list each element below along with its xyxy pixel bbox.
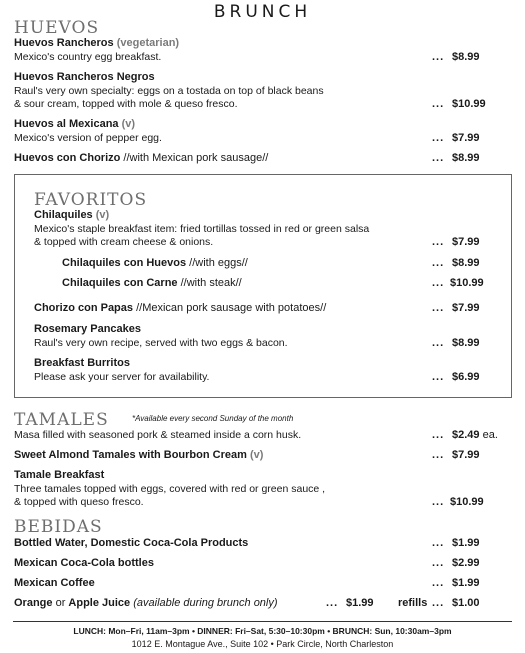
item-name: Huevos al Mexicana xyxy=(14,118,119,130)
price-unit: ea. xyxy=(482,429,498,441)
footer-address: 1012 E. Montague Ave., Suite 102 • Park Circle, North Charleston xyxy=(131,639,394,649)
item-price: $10.99 xyxy=(452,98,486,110)
item-name: Rosemary Pancakes xyxy=(34,323,142,335)
leader-dots: ... xyxy=(326,597,339,609)
refills-label xyxy=(398,597,427,610)
item-price: $8.99 xyxy=(452,51,480,63)
leader-dots: ... xyxy=(432,51,445,63)
leader-dots: ... xyxy=(432,302,445,314)
item-price: $10.99 xyxy=(450,496,484,508)
leader-dots: ... xyxy=(432,337,445,349)
item-note: (available during brunch only) xyxy=(130,597,278,609)
item-note: //with Mexican pork sausage// xyxy=(120,152,269,164)
section-heading-favoritos: FAVORITOS xyxy=(34,190,148,210)
item-price: $1.99 xyxy=(346,597,374,609)
menu-item-name xyxy=(14,118,135,131)
section-heading-huevos: HUEVOS xyxy=(14,18,100,38)
vegetarian-tag: (vegetarian) xyxy=(116,37,180,49)
vegetarian-tag: (v) xyxy=(95,209,110,221)
item-name: Bottled Water, Domestic Coca-Cola Products xyxy=(14,537,249,549)
menu-item-name xyxy=(62,277,242,290)
item-name: Breakfast Burritos xyxy=(34,357,130,369)
item-description: Masa filled with seasoned pork & steamed inside a corn husk. xyxy=(14,429,302,441)
item-description: & topped with queso fresco. xyxy=(14,496,144,508)
item-note: //Mexican pork sausage with potatoes// xyxy=(133,302,327,314)
item-price: $8.99 xyxy=(452,337,480,349)
item-price: $7.99 xyxy=(452,236,480,248)
leader-dots: ... xyxy=(432,449,445,461)
refills-price: $1.00 xyxy=(452,597,480,609)
section-heading-tamales: TAMALES xyxy=(14,410,109,430)
item-name: Huevos Rancheros Negros xyxy=(14,71,155,83)
item-name: Chilaquiles con Carne xyxy=(62,277,178,289)
price-value: $2.49 xyxy=(452,429,480,441)
leader-dots: ... xyxy=(432,236,445,248)
leader-dots: ... xyxy=(432,132,445,144)
item-description: Raul's very own specialty: eggs on a tostada on top of black beans xyxy=(14,85,324,97)
item-price: $1.99 xyxy=(452,537,480,549)
item-name: Huevos Rancheros xyxy=(14,37,114,49)
menu-item-name xyxy=(34,209,109,222)
item-price: $2.99 xyxy=(452,557,480,569)
item-name: Mexican Coffee xyxy=(14,577,95,589)
leader-dots: ... xyxy=(432,257,445,269)
item-description: Mexico's country egg breakfast. xyxy=(14,51,162,63)
footer-divider xyxy=(13,621,512,622)
item-description: Three tamales topped with eggs, covered with red or green sauce , xyxy=(14,483,326,495)
page-title: BRUNCH xyxy=(213,2,312,22)
footer-hours: LUNCH: Mon–Fri, 11am–3pm • DINNER: Fri–Sat, 5:30–10:30pm • BRUNCH: Sun, 10:30am–3pm xyxy=(73,626,452,636)
leader-dots: ... xyxy=(432,98,445,110)
item-description: Please ask your server for availability. xyxy=(34,371,210,383)
leader-dots: ... xyxy=(432,277,445,289)
item-price: $1.99 xyxy=(452,577,480,589)
item-description: & sour cream, topped with mole & queso fresco. xyxy=(14,98,238,110)
item-price: $7.99 xyxy=(452,449,480,461)
leader-dots: ... xyxy=(432,537,445,549)
menu-item-name xyxy=(62,257,248,270)
item-name: Sweet Almond Tamales with Bourbon Cream xyxy=(14,449,247,461)
refills-text: refills xyxy=(398,597,428,609)
leader-dots: ... xyxy=(432,557,445,569)
item-description: & topped with cream cheese & onions. xyxy=(34,236,214,248)
item-description: Mexico's version of pepper egg. xyxy=(14,132,162,144)
item-price: $8.99 xyxy=(452,152,480,164)
item-name: Mexican Coca-Cola bottles xyxy=(14,557,154,569)
item-name: Orange xyxy=(14,597,53,609)
leader-dots: ... xyxy=(432,371,445,383)
item-description: Mexico's staple breakfast item: fried tortillas tossed in red or green salsa xyxy=(34,223,370,235)
item-name: Chilaquiles xyxy=(34,209,93,221)
item-price: $10.99 xyxy=(450,277,484,289)
leader-dots: ... xyxy=(432,152,445,164)
vegetarian-tag: (v) xyxy=(249,449,264,461)
menu-item-name xyxy=(14,37,179,50)
menu-item-name xyxy=(14,152,268,165)
leader-dots: ... xyxy=(432,496,445,508)
item-price: $8.99 xyxy=(452,257,480,269)
item-price: $6.99 xyxy=(452,371,480,383)
item-name: Chorizo con Papas xyxy=(34,302,134,314)
menu-item-name xyxy=(34,302,326,315)
item-price: $7.99 xyxy=(452,302,480,314)
menu-item-name xyxy=(14,597,278,610)
item-note: //with steak// xyxy=(177,277,242,289)
availability-note: *Available every second Sunday of the month xyxy=(132,414,294,423)
item-note: //with eggs// xyxy=(186,257,248,269)
vegetarian-tag: (v) xyxy=(121,118,136,130)
item-price: $7.99 xyxy=(452,132,480,144)
leader-dots: ... xyxy=(432,577,445,589)
item-price xyxy=(452,429,498,442)
item-name: Tamale Breakfast xyxy=(14,469,105,481)
item-description: Raul's very own recipe, served with two eggs & bacon. xyxy=(34,337,288,349)
menu-item-name xyxy=(14,449,263,462)
item-name: Apple Juice xyxy=(68,597,131,609)
leader-dots: ... xyxy=(432,597,445,609)
item-connector: or xyxy=(52,597,69,609)
item-name: Chilaquiles con Huevos xyxy=(62,257,187,269)
leader-dots: ... xyxy=(432,429,445,441)
section-heading-bebidas: BEBIDAS xyxy=(14,517,103,537)
item-name: Huevos con Chorizo xyxy=(14,152,121,164)
